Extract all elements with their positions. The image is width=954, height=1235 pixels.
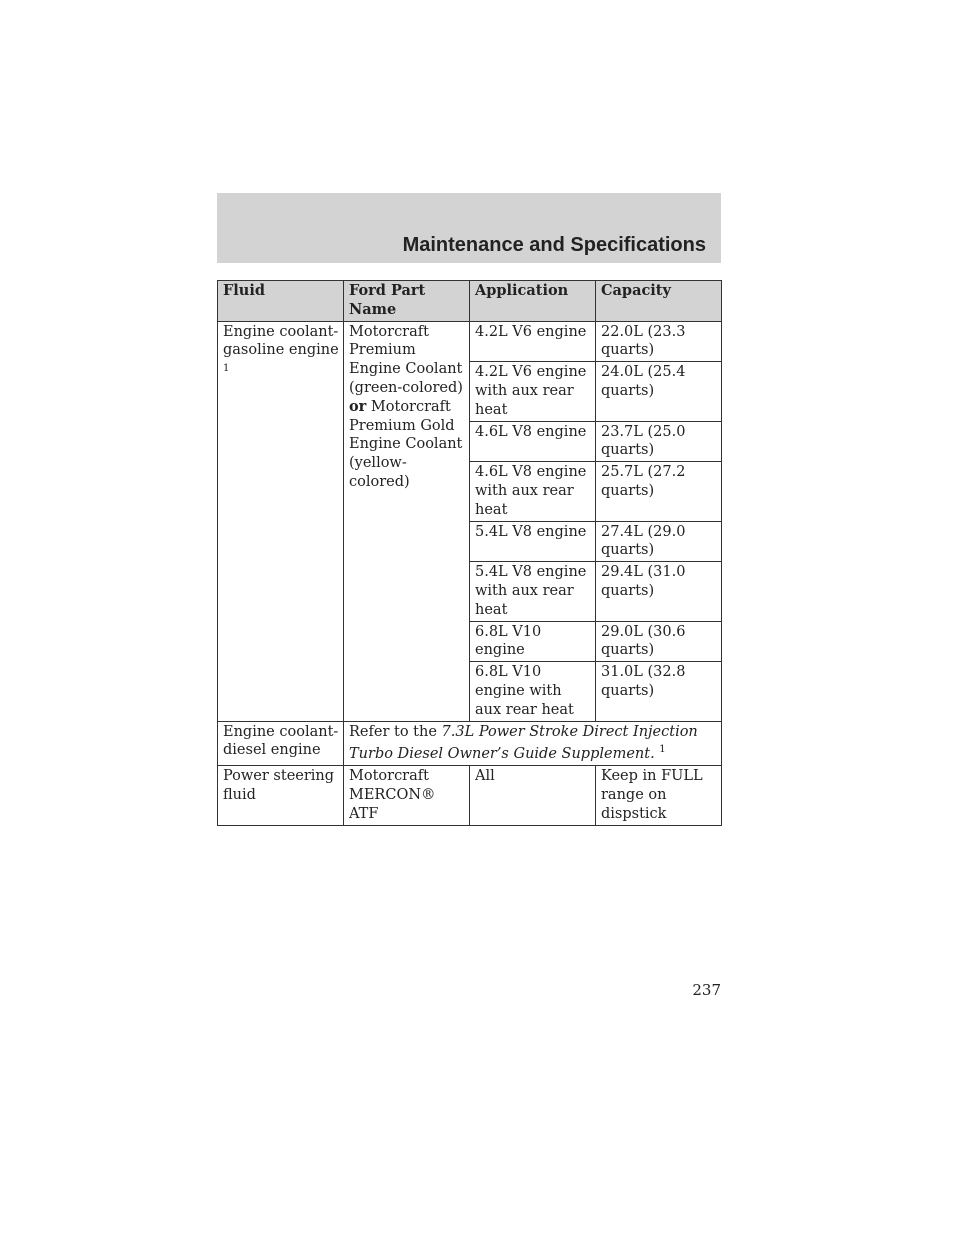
capacity-cell: Keep in FULL range on dispstick	[596, 766, 722, 825]
capacity-cell: 24.0L (25.4 quarts)	[596, 362, 722, 421]
supplement-title: 7.3L Power Stroke Direct Injection Turbo Diesel Owner’s Guide Supplement.	[349, 723, 698, 763]
application-cell: 6.8L V10 engine	[470, 621, 596, 662]
table-row	[218, 721, 722, 766]
part-name-cell-power-steering: Motorcraft MERCON® ATF	[344, 766, 470, 825]
fluid-cell-coolant-diesel: Engine coolant-diesel engine	[218, 721, 344, 766]
footnote-marker: 1	[223, 363, 230, 375]
capacity-cell: 27.4L (29.0 quarts)	[596, 521, 722, 562]
part-name-cell-coolant-gasoline	[344, 321, 470, 721]
capacity-cell: 31.0L (32.8 quarts)	[596, 662, 722, 721]
note-prefix: Refer to the	[349, 723, 437, 740]
table-row	[218, 766, 722, 825]
part-name-gold-coolant: Motorcraft Premium Gold Engine Coolant (yellow-colored)	[349, 398, 463, 490]
fluid-cell-power-steering: Power steering fluid	[218, 766, 344, 825]
page-number: 237	[692, 981, 721, 999]
fluid-capacity-table	[217, 280, 722, 826]
column-header-application: Application	[470, 281, 596, 322]
section-title: Maintenance and Specifications	[402, 234, 706, 256]
application-cell: 5.4L V8 engine with aux rear heat	[470, 562, 596, 621]
application-cell: 4.2L V6 engine with aux rear heat	[470, 362, 596, 421]
column-header-fluid: Fluid	[218, 281, 344, 322]
application-cell: 4.6L V8 engine	[470, 421, 596, 462]
diesel-reference-note	[344, 721, 722, 766]
application-cell: 6.8L V10 engine with aux rear heat	[470, 662, 596, 721]
application-cell: 5.4L V8 engine	[470, 521, 596, 562]
table-row	[218, 321, 722, 362]
capacity-cell: 29.4L (31.0 quarts)	[596, 562, 722, 621]
application-cell: 4.6L V8 engine with aux rear heat	[470, 462, 596, 521]
capacity-cell: 25.7L (27.2 quarts)	[596, 462, 722, 521]
section-header-band	[217, 193, 721, 263]
capacity-cell: 22.0L (23.3 quarts)	[596, 321, 722, 362]
application-cell: 4.2L V6 engine	[470, 321, 596, 362]
fluid-label: Engine coolant-gasoline engine	[223, 323, 339, 359]
application-cell: All	[470, 766, 596, 825]
table-header-row	[218, 281, 722, 322]
capacity-cell: 23.7L (25.0 quarts)	[596, 421, 722, 462]
part-name-or: or	[349, 397, 367, 415]
column-header-capacity: Capacity	[596, 281, 722, 322]
footnote-marker: 1	[659, 744, 666, 756]
fluid-cell-coolant-gasoline	[218, 321, 344, 721]
part-name-green-coolant: Motorcraft Premium Engine Coolant (green-colored)	[349, 323, 463, 396]
capacity-cell: 29.0L (30.6 quarts)	[596, 621, 722, 662]
column-header-ford-part-name: Ford Part Name	[344, 281, 470, 322]
